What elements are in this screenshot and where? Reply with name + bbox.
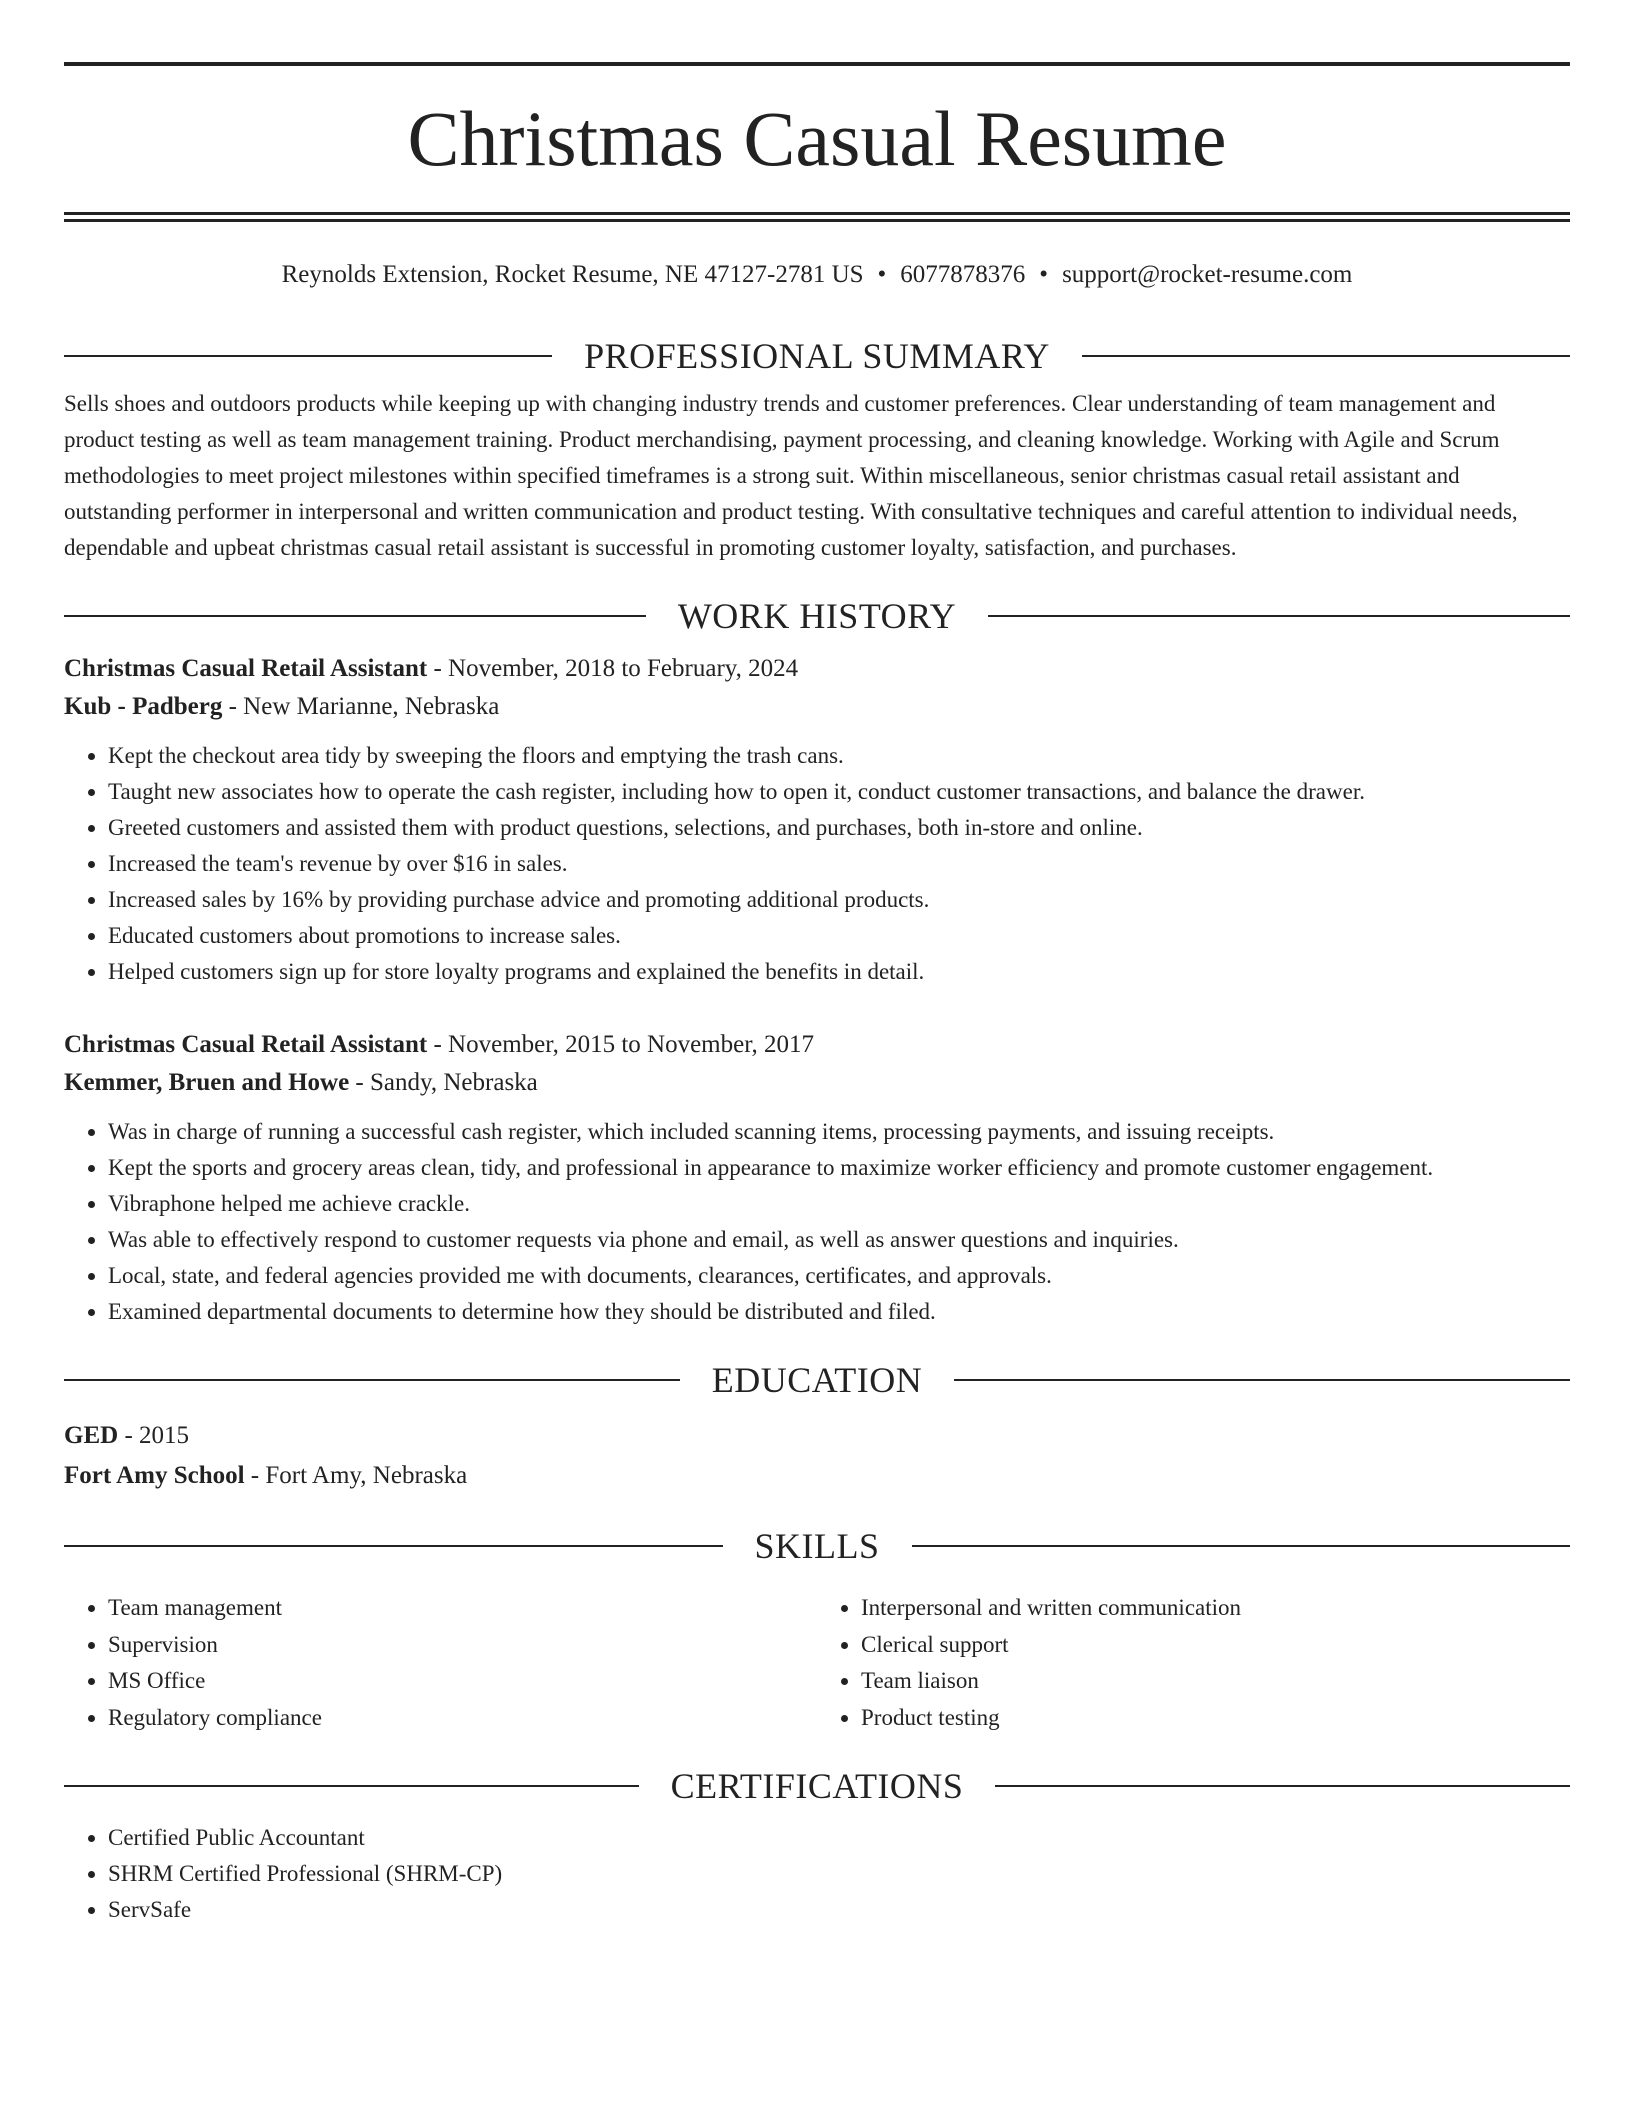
education-year: - 2015 (118, 1422, 190, 1449)
job-company: Kub - Padberg (64, 693, 223, 720)
skill-item: • Supervision (108, 1627, 817, 1664)
list-item: • Kept the sports and grocery areas clean, tidy, and professional in appearance to maximize worker efficiency and promote customer engagement. (108, 1150, 1570, 1186)
heading-rule (912, 1545, 1571, 1547)
page-title: Christmas Casual Resume (407, 95, 1227, 182)
job-location: - New Marianne, Nebraska (222, 693, 500, 720)
certifications-list (64, 1820, 1570, 1928)
education-degree: GED (64, 1422, 119, 1449)
job-entry (64, 650, 1570, 990)
education-heading: EDUCATION (711, 1360, 923, 1400)
skills-section-heading (64, 1526, 1570, 1566)
certifications-section-heading (64, 1766, 1570, 1806)
contact-address: Reynolds Extension, Rocket Resume, NE 47127-2781 US (281, 261, 864, 288)
heading-rule (1082, 355, 1570, 357)
job-title-line (64, 650, 1570, 688)
title-double-rule (64, 212, 1570, 222)
summary-section-heading (64, 336, 1570, 376)
heading-rule (64, 615, 646, 617)
heading-rule (64, 1545, 723, 1547)
heading-rule (954, 1379, 1570, 1381)
job-title-line (64, 1026, 1570, 1064)
heading-rule (64, 1379, 680, 1381)
skills-list-left (64, 1590, 817, 1736)
certification-item: • Certified Public Accountant (108, 1820, 1570, 1856)
education-location: - Fort Amy, Nebraska (244, 1462, 468, 1489)
list-item: • Helped customers sign up for store loyalty programs and explained the benefits in detail. (108, 954, 1570, 990)
list-item: • Was able to effectively respond to customer requests via phone and email, as well as answer questions and inquiries. (108, 1222, 1570, 1258)
skill-item: • MS Office (108, 1663, 817, 1700)
education-school-line (64, 1456, 1570, 1496)
list-item: • Examined departmental documents to determine how they should be distributed and filed. (108, 1294, 1570, 1330)
education-degree-line (64, 1416, 1570, 1456)
job-location: - Sandy, Nebraska (349, 1069, 538, 1096)
skill-item: • Regulatory compliance (108, 1700, 817, 1737)
heading-rule (64, 1785, 639, 1787)
contact-email[interactable]: support@rocket-resume.com (1062, 261, 1353, 288)
job-dates: - November, 2018 to February, 2024 (427, 655, 799, 682)
list-item: • Increased the team's revenue by over $16 in sales. (108, 846, 1570, 882)
certification-item: • SHRM Certified Professional (SHRM-CP) (108, 1856, 1570, 1892)
job-dates: - November, 2015 to November, 2017 (427, 1031, 815, 1058)
skill-item: • Team liaison (861, 1663, 1570, 1700)
list-item: • Taught new associates how to operate the cash register, including how to open it, conduct customer transactions, and balance the drawer. (108, 774, 1570, 810)
contact-phone: 6077878376 (900, 261, 1026, 288)
education-entry (64, 1416, 1570, 1496)
summary-heading: PROFESSIONAL SUMMARY (584, 336, 1050, 376)
education-section-heading (64, 1360, 1570, 1400)
skill-item: • Interpersonal and written communication (861, 1590, 1570, 1627)
job-bullets (64, 738, 1570, 990)
job-bullets (64, 1114, 1570, 1330)
job-company-line (64, 1064, 1570, 1102)
work-section-heading (64, 596, 1570, 636)
list-item: • Greeted customers and assisted them with product questions, selections, and purchases, both in-store and online. (108, 810, 1570, 846)
skill-item: • Product testing (861, 1700, 1570, 1737)
list-item: • Vibraphone helped me achieve crackle. (108, 1186, 1570, 1222)
list-item: • Kept the checkout area tidy by sweeping the floors and emptying the trash cans. (108, 738, 1570, 774)
job-company: Kemmer, Bruen and Howe (64, 1069, 350, 1096)
contact-line (64, 258, 1570, 292)
contact-separator: • (1039, 261, 1049, 288)
certification-item: • ServSafe (108, 1892, 1570, 1928)
heading-rule (988, 615, 1570, 617)
certifications-heading: CERTIFICATIONS (670, 1766, 964, 1806)
list-item: • Was in charge of running a successful cash register, which included scanning items, processing payments, and issuing receipts. (108, 1114, 1570, 1150)
skill-item: • Clerical support (861, 1627, 1570, 1664)
resume-page (64, 0, 1570, 1928)
job-company-line (64, 688, 1570, 726)
job-title: Christmas Casual Retail Assistant (64, 655, 428, 682)
heading-rule (64, 355, 552, 357)
job-title: Christmas Casual Retail Assistant (64, 1031, 428, 1058)
list-item: • Educated customers about promotions to increase sales. (108, 918, 1570, 954)
job-entry (64, 1026, 1570, 1330)
list-item: • Local, state, and federal agencies provided me with documents, clearances, certificates, and approvals. (108, 1258, 1570, 1294)
skills-heading: SKILLS (754, 1526, 880, 1566)
contact-separator: • (877, 261, 887, 288)
heading-rule (995, 1785, 1570, 1787)
skills-columns (64, 1576, 1570, 1736)
list-item: • Increased sales by 16% by providing purchase advice and promoting additional products. (108, 882, 1570, 918)
skills-list-right (817, 1590, 1570, 1736)
top-rule (64, 62, 1570, 66)
summary-text: Sells shoes and outdoors products while keeping up with changing industry trends and customer preferences. Clear understanding of team management and product testing as well as team management training. Product merchandising, payment processing, and cleaning knowledge. Working with Agile and Scrum methodologies to meet project milestones within specified timeframes is a strong suit. Within miscellaneous, senior christmas casual retail assistant and outstanding performer in interpersonal and written communication and product testing. With consultative techniques and careful attention to individual needs, dependable and upbeat christmas casual retail assistant is successful in promoting customer loyalty, satisfaction, and purchases. (64, 391, 1518, 560)
skill-item: • Team management (108, 1590, 817, 1627)
education-school: Fort Amy School (64, 1462, 245, 1489)
work-heading: WORK HISTORY (677, 596, 957, 636)
